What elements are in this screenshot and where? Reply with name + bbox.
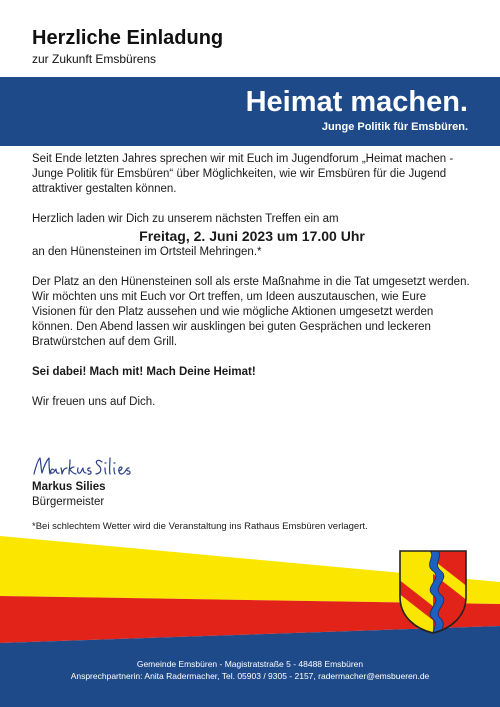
footer-contact: Ansprechpartnerin: Anita Radermacher, Tel. 05903 / 9305 - 2157, radermacher@emsbueren.de	[70, 671, 430, 681]
coat-of-arms-icon	[398, 549, 468, 635]
intro-paragraph: Seit Ende letzten Jahres sprechen wir mit Euch im Jugendforum „Heimat machen - Junge Politik für Emsbüren“ über Möglichkeiten, wie wir Emsbüren für die Jugend attraktiver gestalten können.	[32, 153, 454, 195]
details-paragraph: Der Platz an den Hünensteinen soll als erste Maßnahme in die Tat umgesetzt werden. Wir möchten uns mit Euch vor Ort treffen, um Ideen auszutauschen, wie Eure Visionen für den Platz aussehen und wie mögliche Aktionen umgesetzt werden können. Den Abend lassen wir ausklingen bei guten Gesprächen und leckeren Bratwürstchen auf dem Grill.	[32, 276, 470, 348]
page-title: Herzliche Einladung	[32, 27, 224, 49]
page-subtitle: zur Zukunft Emsbürens	[32, 52, 157, 66]
closing-line: Wir freuen uns auf Dich.	[32, 396, 156, 408]
footer-address: Gemeinde Emsbüren - Magistratstraße 5 - 48488 Emsbüren	[136, 659, 364, 669]
footer	[0, 658, 500, 682]
event-date: Freitag, 2. Juni 2023 um 17.00 Uhr	[139, 228, 365, 244]
banner-title: Heimat machen.	[245, 86, 468, 118]
location-paragraph: an den Hünensteinen im Ortsteil Mehringen.*	[32, 246, 262, 258]
call-to-action: Sei dabei! Mach mit! Mach Deine Heimat!	[32, 366, 256, 378]
signature-role: Bürgermeister	[32, 496, 105, 508]
weather-note: *Bei schlechtem Wetter wird die Veranstaltung ins Rathaus Emsbüren verlagert.	[32, 521, 368, 532]
signature-name: Markus Silies	[32, 481, 106, 493]
invitation-paragraph: Herzlich laden wir Dich zu unserem nächsten Treffen ein am	[32, 213, 339, 225]
banner-subtitle: Junge Politik für Emsbüren.	[321, 121, 468, 133]
